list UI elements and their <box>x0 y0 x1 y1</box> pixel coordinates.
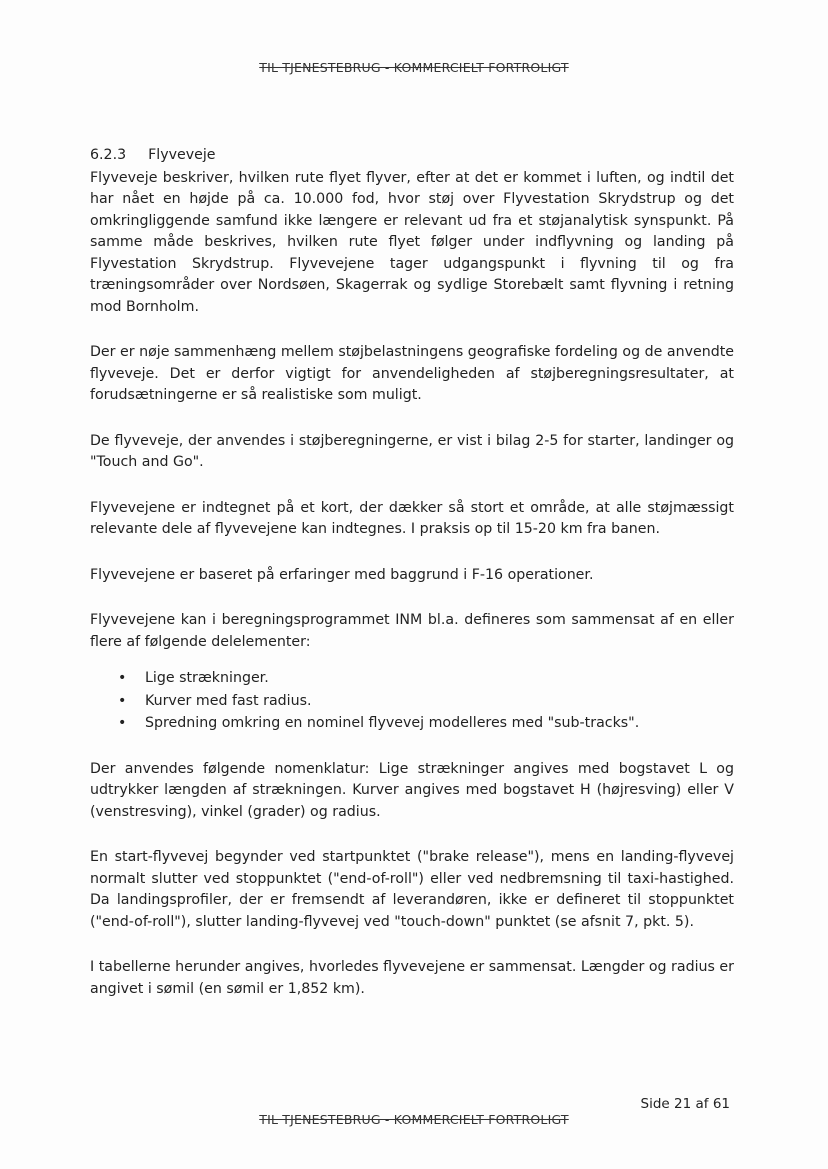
paragraph-2: Der er nøje sammenhæng mellem støjbelastningens geografiske fordeling og de anvendte flyveveje. Det er derfor vigtigt for anvendeligheden af støjberegningsresultater, at forudsætningerne er så realistiske som muligt. <box>90 344 734 403</box>
list-item-text: Kurver med fast radius. <box>145 692 312 709</box>
list-item <box>118 690 734 713</box>
section-number: 6.2.3 <box>90 147 127 163</box>
paragraph-7: Der anvendes følgende nomenklatur: Lige strækninger angives med bogstavet L og udtrykker længden af strækningen. Kurver angives med bogstavet H (højresving) eller V (venstresving), vinkel (grader) og radius. <box>90 760 734 820</box>
paragraph-1: Flyveveje beskriver, hvilken rute flyet flyver, efter at det er kommet i luften, og indtil det har nået en højde på ca. 10.000 fod, hvor støj over Flyvestation Skrydstrup og det omkringliggende samfund ikke længere er relevant ud fra et støjanalytisk synspunkt. På samme måde beskrives, hvilken rute flyet følger under indflyvning og landing på Flyvestation Skrydstrup. Flyvevejene tager udgangspunkt i flyvning til og fra træningsområder over Nordsøen, Skagerrak og sydlige Storebælt samt flyvning i retning mod Bornholm. <box>90 169 734 315</box>
bullet-list <box>90 667 734 735</box>
paragraph-8: En start-flyvevej begynder ved startpunktet ("brake release"), mens en landing-flyvevej normalt slutter ved stoppunktet ("end-of-roll") eller ved nedbremsning til taxi-hastighed. Da landingsprofiler, der er fremsendt af leverandøren, ikke er defineret til stoppunktet ("end-of-roll"), slutter landing-flyvevej ved "touch-down" punktet (se afsnit 7, pkt. 5). <box>90 849 734 930</box>
page-number: Side 21 af 61 <box>640 1096 730 1112</box>
bullet-icon: • <box>118 692 127 709</box>
list-item <box>118 712 734 735</box>
classification-footer: TIL TJENESTEBRUG - KOMMERCIELT FORTROLIGT <box>259 1112 569 1127</box>
classification-header: TIL TJENESTEBRUG - KOMMERCIELT FORTROLIGT <box>259 60 569 75</box>
page-body <box>90 145 734 1024</box>
paragraph-4: Flyvevejene er indtegnet på et kort, der dækker så stort et område, at alle støjmæssigt relevante dele af flyvevejene kan indtegnes. I praksis op til 15-20 km fra banen. <box>90 499 734 537</box>
section-title: Flyveveje <box>148 147 216 163</box>
bullet-icon: • <box>118 715 127 731</box>
paragraph-5: Flyvevejene er baseret på erfaringer med baggrund i F-16 operationer. <box>90 566 594 583</box>
bullet-icon: • <box>118 670 127 686</box>
section-heading <box>90 145 734 167</box>
paragraph-3: De flyveveje, der anvendes i støjberegningerne, er vist i bilag 2-5 for starter, landinger og "Touch and Go". <box>90 432 734 470</box>
paragraph-9: I tabellerne herunder angives, hvorledes flyvevejene er sammensat. Længder og radius er angivet i sømil (en sømil er 1,852 km). <box>90 959 734 997</box>
list-item-text: Spredning omkring en nominel flyvevej modelleres med "sub-tracks". <box>145 715 640 731</box>
list-item <box>118 667 734 690</box>
list-item-text: Lige strækninger. <box>145 670 269 686</box>
paragraph-6: Flyvevejene kan i beregningsprogrammet INM bl.a. defineres som sammensat af en eller flere af følgende delelementer: <box>90 612 734 650</box>
